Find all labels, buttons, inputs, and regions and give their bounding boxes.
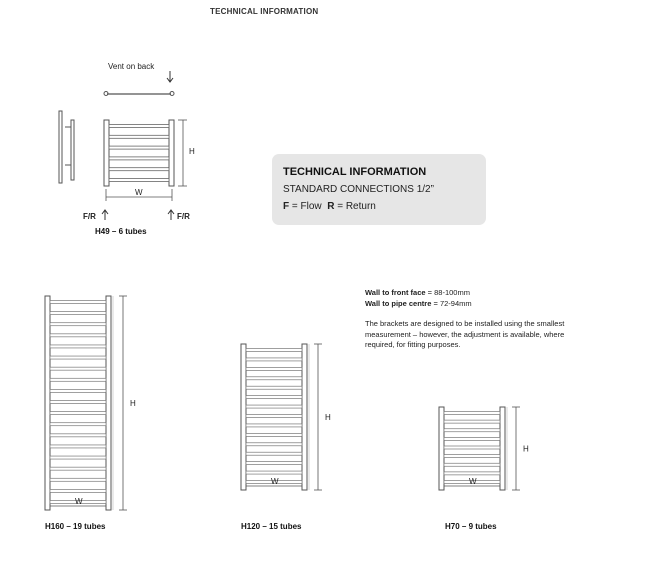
page-title: TECHNICAL INFORMATION (210, 7, 319, 16)
flow-key: F (283, 201, 290, 212)
tube (246, 349, 302, 352)
brackets-note: The brackets are designed to be installed using the smallest measurement – however, the adjustment is available, where required, for fitting purposes. (365, 319, 565, 349)
tube (50, 478, 106, 481)
tube (50, 367, 106, 370)
tube (246, 386, 302, 389)
tube (246, 443, 302, 446)
small-diagram-caption: H49 – 6 tubes (95, 227, 147, 236)
wall-to-pipe-centre: Wall to pipe centre = 72-94mm (365, 298, 472, 308)
left-rail (241, 344, 246, 490)
tube (50, 334, 106, 337)
tube (246, 462, 302, 465)
width-label: W (271, 477, 279, 486)
model-caption-h70: H70 – 9 tubes (445, 522, 497, 531)
small-width-label: W (135, 188, 143, 197)
tube (246, 367, 302, 370)
right-rail (500, 407, 505, 490)
tube (50, 423, 106, 426)
tube (444, 463, 500, 466)
radiator-h120 (241, 344, 331, 490)
return-text: = Return (334, 201, 376, 212)
tube (246, 452, 302, 455)
left-connection-label: F/R (83, 212, 96, 221)
return-key: R (327, 201, 335, 212)
model-caption-h160: H160 – 19 tubes (45, 522, 106, 531)
tube (444, 429, 500, 432)
tube (246, 471, 302, 474)
width-label: W (469, 477, 477, 486)
width-label: W (75, 497, 83, 506)
wall-to-front-face: Wall to front face = 88-100mm (365, 288, 470, 297)
height-label: H (523, 444, 529, 454)
tube (50, 456, 106, 459)
tube (50, 489, 106, 492)
tube (50, 412, 106, 415)
tube (246, 424, 302, 427)
tube (50, 434, 106, 437)
tube (246, 377, 302, 380)
tube (50, 345, 106, 348)
tube (444, 420, 500, 423)
left-rail (45, 296, 50, 510)
flow-text: = Flow (289, 201, 328, 212)
tube (50, 312, 106, 315)
radiator-h70 (439, 407, 529, 490)
right-connection-label: F/R (177, 212, 190, 221)
vent-label: Vent on back (108, 62, 155, 71)
tube (50, 356, 106, 359)
small-height-label: H (189, 147, 195, 156)
tube (444, 437, 500, 440)
height-label: H (130, 399, 136, 408)
right-rail (106, 296, 111, 510)
tube (246, 405, 302, 408)
tube (50, 389, 106, 392)
tube (246, 433, 302, 436)
tube (50, 467, 106, 470)
tube (50, 323, 106, 326)
tube (444, 472, 500, 475)
tube (50, 445, 106, 448)
tube (50, 301, 106, 304)
tube (444, 455, 500, 458)
left-rail (439, 407, 444, 490)
info-box-title: TECHNICAL INFORMATION (283, 166, 427, 178)
tube (50, 401, 106, 404)
tube (444, 412, 500, 415)
radiator-h160 (45, 296, 136, 510)
model-caption-h120: H120 – 15 tubes (241, 522, 302, 531)
standard-connections: STANDARD CONNECTIONS 1/2” (283, 184, 434, 195)
height-label: H (325, 413, 331, 422)
tube (246, 358, 302, 361)
tube (50, 378, 106, 381)
tube (246, 396, 302, 399)
tube (444, 446, 500, 449)
tube (246, 415, 302, 418)
right-rail (302, 344, 307, 490)
